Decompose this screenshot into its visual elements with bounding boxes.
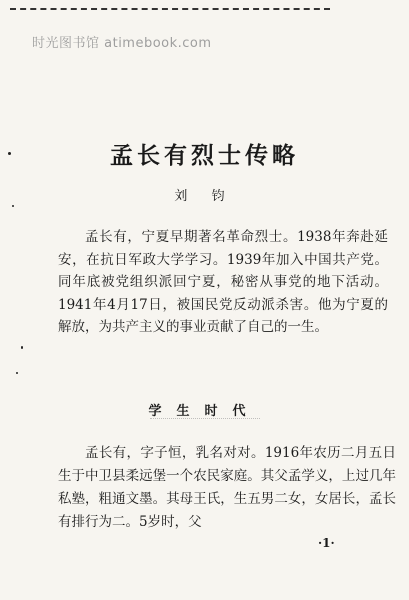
scan-speck — [8, 152, 11, 155]
scan-speck — [21, 346, 23, 349]
article-title: 孟长有烈士传略 — [110, 142, 299, 169]
scan-speck — [12, 205, 14, 207]
section-heading: 学生时代 — [148, 404, 261, 419]
scan-speck — [16, 372, 18, 374]
intro-paragraph: 孟长有，宁夏早期著名革命烈士。1938年奔赴延安，在抗日军政大学学习。1939年加入中国共产党。同年底被党组织派回宁夏，秘密从事党的地下活动。1941年4月17日，被国民党反动派杀害。他为宁夏的解放，为共产主义的事业贡献了自己的一生。 — [58, 229, 388, 336]
author-name: 刘 钧 — [174, 189, 235, 204]
bleed-through-mark — [150, 418, 260, 429]
page-number: ·1· — [318, 536, 335, 550]
watermark: 时光图书馆 atimebook.com — [32, 36, 212, 51]
section-paragraph: 孟长有，字子恒，乳名对对。1916年农历二月五日生于中卫县柔远堡一个农民家庭。其父孟学义，上过几年私塾，粗通文墨。其母王氏，生五男二女，女居长，孟长有排行为二。5岁时，父 — [58, 445, 396, 530]
top-border-dashes — [10, 8, 330, 12]
